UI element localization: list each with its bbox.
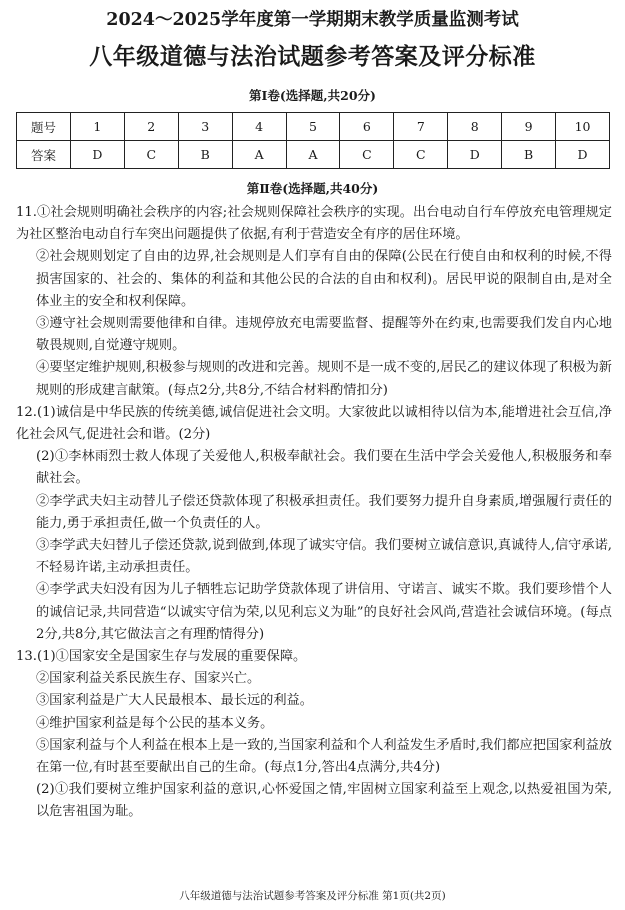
answer-cell: B <box>502 141 556 169</box>
question-number: 8 <box>448 113 502 141</box>
row-label: 答案 <box>17 141 71 169</box>
answer-paragraph: ⑤国家利益与个人利益在根本上是一致的,当国家利益和个人利益发生矛盾时,我们都应把国家利益放在第一位,有时甚至要献出自己的生命。(每点1分,答出4点满分,共4分) <box>36 737 612 776</box>
question-number-row <box>17 113 610 141</box>
question-number: 5 <box>286 113 340 141</box>
exam-header: 2024～2025学年度第一学期期末教学质量监测考试 <box>106 10 519 30</box>
question-number: 2 <box>124 113 178 141</box>
answer-paragraph: (2)①我们要树立维护国家利益的意识,心怀爱国之情,牢固树立国家利益至上观念,以热爱祖国为荣,以危害祖国为耻。 <box>36 782 612 820</box>
answer-cell: D <box>556 141 610 169</box>
answer-table <box>16 112 610 169</box>
answer-paragraph-q13: 13.(1)①国家安全是国家生存与发展的重要保障。 <box>16 649 307 665</box>
part2-title: 第Ⅱ卷(选择题,共40分) <box>246 181 379 196</box>
answer-paragraph: ④李学武夫妇没有因为儿子牺牲忘记助学贷款体现了讲信用、守诺言、诚实不欺。我们要珍惜个人的诚信记录,共同营造“以诚实守信为荣,以见利忘义为耻”的良好社会风尚,营造社会诚信环境。(每点2分,共8分,其它做法言之有理酌情得分) <box>36 582 612 642</box>
question-number: 6 <box>340 113 394 141</box>
row-label: 题号 <box>17 113 71 141</box>
answer-paragraph: (2)①李林雨烈士救人体现了关爱他人,积极奉献社会。我们要在生活中学会关爱他人,积极服务和奉献社会。 <box>36 449 612 487</box>
answer-body <box>16 202 612 824</box>
question-number: 1 <box>70 113 124 141</box>
answer-cell: C <box>340 141 394 169</box>
answer-cell: A <box>286 141 340 169</box>
page-footer: 八年级道德与法治试题参考答案及评分标准 第1页(共2页) <box>179 890 446 902</box>
question-number: 7 <box>394 113 448 141</box>
part1-title: 第Ⅰ卷(选择题,共20分) <box>249 88 376 103</box>
question-number: 3 <box>178 113 232 141</box>
answer-paragraph: ③李学武夫妇替儿子偿还贷款,说到做到,体现了诚实守信。我们要树立诚信意识,真诚待人,信守承诺,不轻易许诺,主动承担责任。 <box>36 538 612 576</box>
answer-paragraph: ③国家利益是广大人民最根本、最长远的利益。 <box>36 693 313 709</box>
answer-cell: C <box>394 141 448 169</box>
answer-row <box>17 141 610 169</box>
answer-cell: B <box>178 141 232 169</box>
answer-paragraph: ④要坚定维护规则,积极参与规则的改进和完善。规则不是一成不变的,居民乙的建议体现了积极为新规则的形成建言献策。(每点2分,共8分,不结合材料酌情扣分) <box>36 360 612 398</box>
answer-cell: D <box>448 141 502 169</box>
answer-paragraph: ②社会规则划定了自由的边界,社会规则是人们享有自由的保障(公民在行使自由和权利的时候,不得损害国家的、社会的、集体的利益和其他公民的合法的自由和权利)。居民甲说的限制自由,是对全体业主的安全和权利保障。 <box>36 249 612 309</box>
document-title: 八年级道德与法治试题参考答案及评分标准 <box>89 43 536 70</box>
question-number: 10 <box>556 113 610 141</box>
answer-paragraph-q11: 11.①社会规则明确社会秩序的内容;社会规则保障社会秩序的实现。出台电动自行车停放充电管理规定为社区整治电动自行车突出问题提供了依据,有利于营造安全有序的居住环境。 <box>16 205 612 243</box>
answer-cell: D <box>70 141 124 169</box>
answer-paragraph: ③遵守社会规则需要他律和自律。违规停放充电需要监督、提醒等外在约束,也需要我们发自内心地敬畏规则,自觉遵守规则。 <box>36 316 612 354</box>
answer-paragraph: ④维护国家利益是每个公民的基本义务。 <box>36 715 274 731</box>
question-number: 9 <box>502 113 556 141</box>
answer-paragraph: ②李学武夫妇主动替儿子偿还贷款体现了积极承担责任。我们要努力提升自身素质,增强履行责任的能力,勇于承担责任,做一个负责任的人。 <box>36 493 612 531</box>
answer-cell: A <box>232 141 286 169</box>
answer-cell: C <box>124 141 178 169</box>
answer-paragraph-q12: 12.(1)诚信是中华民族的传统美德,诚信促进社会文明。大家彼此以诚相待以信为本,能增进社会互信,净化社会风气,促进社会和谐。(2分) <box>16 404 612 443</box>
answer-paragraph: ②国家利益关系民族生存、国家兴亡。 <box>36 671 261 687</box>
question-number: 4 <box>232 113 286 141</box>
